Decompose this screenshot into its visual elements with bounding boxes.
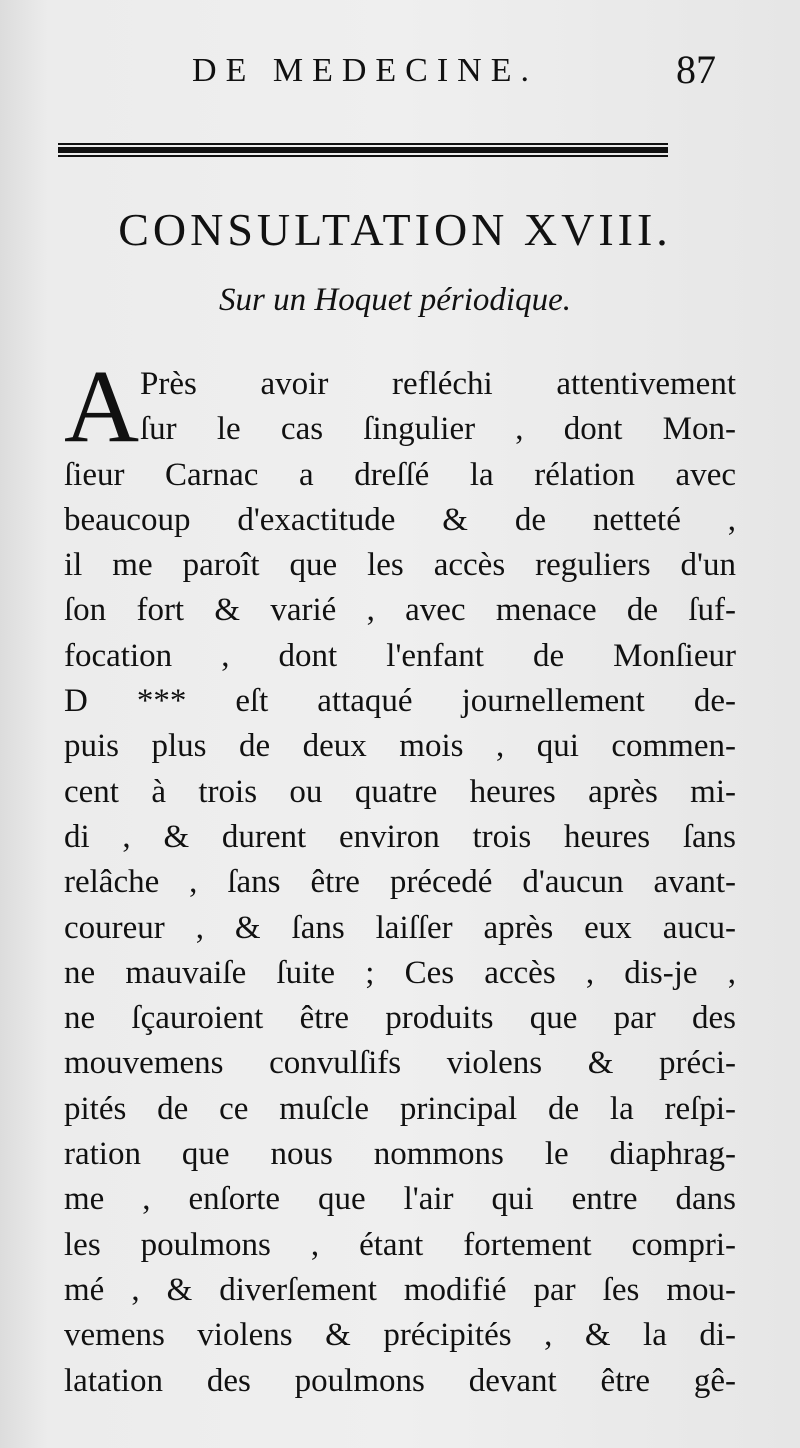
text-line: il me paroît que les accès reguliers d'un bbox=[64, 547, 736, 584]
text-line: focation , dont l'enfant de Monſieur bbox=[64, 637, 736, 674]
running-header: DE MEDECINE. bbox=[192, 52, 538, 89]
text-line: beaucoup d'exactitude & de netteté , bbox=[64, 501, 736, 538]
header-rule bbox=[58, 143, 668, 157]
text-line: me , enſorte que l'air qui entre dans bbox=[64, 1181, 736, 1218]
text-line: ſur le cas ſingulier , dont Mon- bbox=[140, 411, 736, 448]
text-line: puis plus de deux mois , qui commen- bbox=[64, 728, 736, 765]
text-line: les poulmons , étant fortement compri- bbox=[64, 1226, 736, 1263]
text-line: D *** eſt attaqué journellement de- bbox=[64, 683, 736, 720]
text-line: coureur , & ſans laiſſer après eux aucu- bbox=[64, 909, 736, 946]
text-line: cent à trois ou quatre heures après mi- bbox=[64, 773, 736, 810]
text-line: ne mauvaiſe ſuite ; Ces accès , dis-je , bbox=[64, 954, 736, 991]
chapter-subtitle: Sur un Hoquet périodique. bbox=[219, 282, 571, 318]
text-line: relâche , ſans être précedé d'aucun avant- bbox=[64, 864, 736, 901]
text-line: ne ſçauroient être produits que par des bbox=[64, 1000, 736, 1037]
chapter-title: CONSULTATION XVIII. bbox=[118, 204, 672, 255]
text-line: ration que nous nommons le diaphrag- bbox=[64, 1136, 736, 1173]
text-line: ſon fort & varié , avec menace de ſuf- bbox=[64, 592, 736, 629]
body-text bbox=[64, 349, 736, 1404]
drop-cap: A bbox=[64, 349, 140, 464]
text-line: ſieur Carnac a dreſſé la rélation avec bbox=[64, 456, 736, 493]
text-line: pités de ce muſcle principal de la reſpi- bbox=[64, 1090, 736, 1127]
text-line: latation des poulmons devant être gê- bbox=[64, 1362, 736, 1399]
text-line: mé , & diverſement modifié par ſes mou- bbox=[64, 1271, 736, 1308]
text-line: mouvemens convulſifs violens & préci- bbox=[64, 1045, 736, 1082]
text-line: di , & durent environ trois heures ſans bbox=[64, 818, 736, 855]
text-line: Près avoir refléchi attentivement bbox=[140, 366, 736, 402]
page-number: 87 bbox=[676, 47, 716, 92]
text-line: vemens violens & précipités , & la di- bbox=[64, 1317, 736, 1354]
